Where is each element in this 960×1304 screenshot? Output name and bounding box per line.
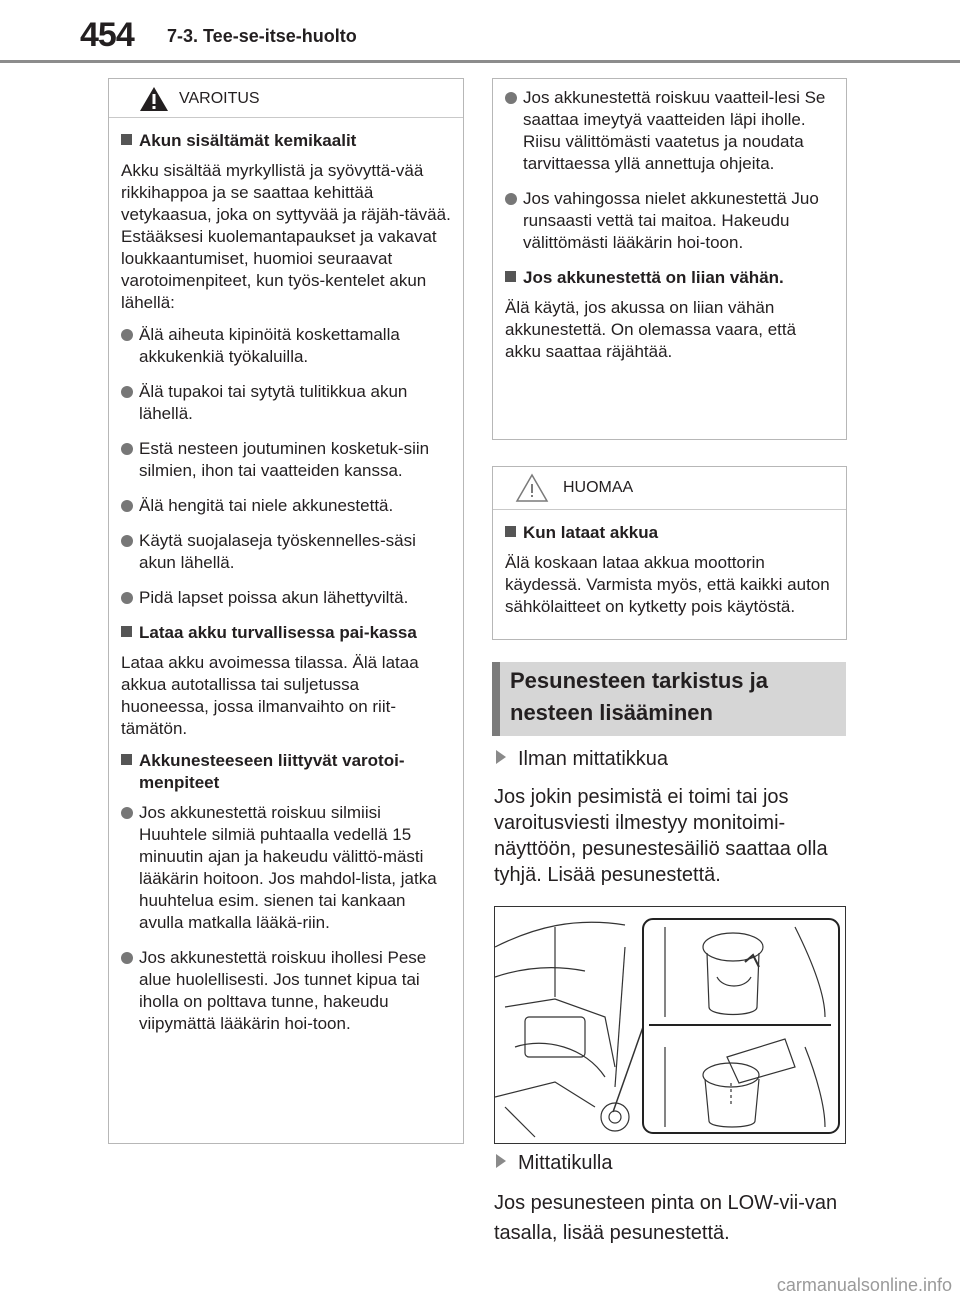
section-heading: [492, 662, 846, 736]
warning-bullet: Käytä suojalaseja työskennelles-säsi akun lähellä.: [121, 530, 451, 574]
item-heading: [496, 1152, 612, 1175]
notice-text: Älä koskaan lataa akkua moottorin käydessä. Varmista myös, että kaikki auton sähkölaitteet on kytketty pois käytöstä.: [505, 553, 830, 616]
warning-box-header: [109, 79, 463, 118]
warning-bullet: Jos vahingossa nielet akkunestettä Juo runsaasti vettä tai maitoa. Hakeudu välittömästi lääkärin hoi-toon.: [505, 188, 834, 254]
heading-line-2: nesteen lisääminen: [510, 700, 713, 725]
warning-section-title: Akkunesteeseen liittyvät varotoi-menpiteet: [121, 750, 451, 794]
warning-paragraph: Älä käytä, jos akussa on liian vähän akkunestettä. On olemassa vaara, että akku saattaa räjähtää.: [505, 298, 797, 361]
item-label: Mittatikulla: [518, 1152, 613, 1174]
page-header: [0, 0, 960, 62]
warning-section-title: Jos akkunestettä on liian vähän.: [505, 267, 834, 289]
warning-bullet: Älä tupakoi tai sytytä tulitikkua akun lähellä.: [121, 381, 451, 425]
notice-label: HUOMAA: [563, 479, 634, 496]
header-divider: [0, 60, 960, 63]
notice-title: Kun lataat akkua: [505, 522, 834, 544]
notice-box-body: [493, 510, 846, 618]
heading-line-1: Pesunesteen tarkistus ja: [510, 668, 769, 693]
warning-paragraph: Akku sisältää myrkyllistä ja syövyttä-vää rikkihappoa ja se saattaa kehittää vetykaasua, joka on syttyvää ja räjäh-tävää. Estääksesi kuolemantapaukset ja vakavat loukkaantumiset, huomioi seuraavat varotoimenpiteet, kun työs-kentelet akun lähellä:: [121, 161, 451, 312]
item-text: Jos pesunesteen pinta on LOW-vii-van tasalla, lisää pesunestettä.: [494, 1192, 838, 1244]
warning-bullet: Jos akkunestettä roiskuu vaatteil-lesi Se saattaa imeytyä vaatteiden läpi iholle. Riisu välittömästi vaatetus ja noudata tarvittaessa yllä annettuja ohjeita.: [505, 87, 834, 175]
notice-triangle-icon: [515, 473, 549, 503]
washer-fluid-illustration: [494, 906, 846, 1144]
warning-section-title: Lataa akku turvallisessa pai-kassa: [121, 622, 451, 644]
warning-label: VAROITUS: [179, 90, 260, 107]
warning-triangle-icon: [139, 86, 169, 112]
warning-bullet: Jos akkunestettä roiskuu ihollesi Pese alue huolellisesti. Jos tunnet kipua tai iholla on polttava tunne, hakeudu viipymättä lääkärin hoi-toon.: [121, 947, 451, 1035]
arrow-bullet-icon: [496, 750, 506, 764]
warning-box-continued: [492, 78, 847, 440]
page-number: 454: [80, 16, 134, 54]
notice-box: [492, 466, 847, 640]
warning-box-body: [109, 118, 463, 1035]
item-label: Ilman mittatikkua: [518, 748, 669, 770]
section-title: 7-3. Tee-se-itse-huolto: [167, 26, 357, 46]
arrow-bullet-icon: [496, 1154, 506, 1168]
warning-continued-body: [493, 79, 846, 363]
warning-bullet: Älä hengitä tai niele akkunestettä.: [121, 495, 451, 517]
item-heading: [496, 748, 668, 771]
watermark: carmanualsonline.info: [776, 1275, 952, 1295]
notice-box-header: [493, 467, 846, 510]
warning-bullet: Jos akkunestettä roiskuu silmiisi Huuhtele silmiä puhtaalla vedellä 15 minuutin ajan ja hakeudu välittö-mästi lääkärin hoitoon. Jos mahdol-lista, jatka huuhtelua esim. sienen tai kankaan avulla matkalla lääkä-riin.: [121, 802, 451, 934]
warning-box: [108, 78, 464, 1144]
warning-paragraph: Lataa akku avoimessa tilassa. Älä lataa akkua autotallissa tai suljetussa huoneessa, jossa ilmanvaihto on riit-tämätön.: [121, 653, 419, 738]
warning-bullet: Älä aiheuta kipinöitä koskettamalla akkukenkiä työkaluilla.: [121, 324, 451, 368]
engine-bay-drawing: [495, 907, 845, 1143]
warning-bullet: Pidä lapset poissa akun lähettyviltä.: [121, 587, 451, 609]
warning-bullet: Estä nesteen joutuminen kosketuk-siin silmien, ihon tai vaatteiden kanssa.: [121, 438, 451, 482]
item-text: Jos jokin pesimistä ei toimi tai jos varoitusviesti ilmestyy monitoimi-näyttöön, pesunestesäiliö saattaa olla tyhjä. Lisää pesunestettä.: [494, 786, 828, 886]
warning-section-title: Akun sisältämät kemikaalit: [121, 130, 451, 152]
